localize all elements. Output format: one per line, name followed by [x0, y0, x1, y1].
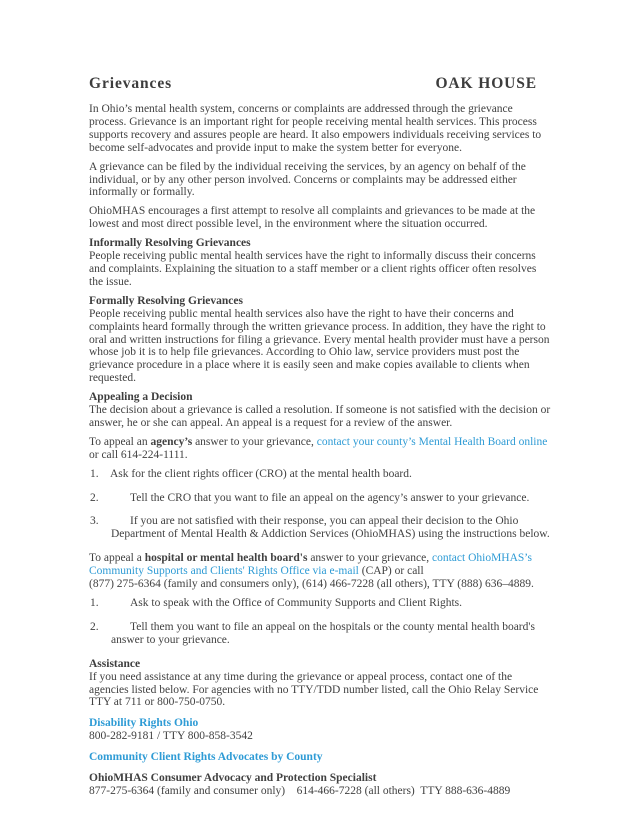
resource-consumer-advocacy-specialist — [89, 772, 551, 798]
section-formal-body: People receiving public mental health services also have the right to have their concerns and complaints heard formally through the written grievance process. In addition, they have the right to oral and written instructions for filing a grievance. Every mental health provider must have a person whose job it is to help file grievances. According to Ohio law, service providers must post the grievance procedure in a place where it is easily seen and make copies available to clients when requested. — [89, 307, 550, 385]
step-text: Ask to speak with the Office of Community Supports and Client Rights. — [130, 597, 462, 609]
section-formal — [89, 295, 551, 385]
resource-disability-rights-ohio — [89, 717, 551, 743]
agency-appeal-suffix: or call 614-224-1111. — [89, 448, 188, 461]
step-text: If you are not satisfied with their response, you can appeal their decision to the Ohio Department of Mental Health & Addiction Services (OhioMHAS) using the instructions below. — [111, 515, 550, 541]
board-appeal-mid: answer to your grievance, — [307, 552, 432, 565]
resource-dro-phone: 800-282-9181 / TTY 800-858-3542 — [89, 730, 253, 743]
page-title: Grievances — [89, 75, 173, 92]
resource-community-client-rights-advocates — [89, 751, 551, 764]
board-appeal-prefix: To appeal a — [89, 552, 145, 565]
community-client-rights-advocates-link[interactable]: Community Client Rights Advocates by County — [89, 751, 323, 764]
board-appeal-bold: hospital or mental health board's — [144, 552, 308, 565]
agency-appeal-step-2 — [89, 492, 551, 505]
agency-appeal-step-1 — [89, 468, 551, 481]
step-text: Tell the CRO that you want to file an appeal on the agency’s answer to your grievance. — [130, 491, 530, 504]
board-appeal-suffix: (CAP) or call — [358, 565, 424, 578]
section-informal-body: People receiving public mental health services have the right to informally discuss their concerns and complaints. Explaining the situation to a staff member or a client rights officer often resolves the issue. — [89, 250, 537, 288]
board-appeal-step-1 — [89, 597, 551, 610]
agency-appeal-paragraph — [89, 436, 551, 462]
section-appealing — [89, 391, 551, 430]
step-text: Ask for the client rights officer (CRO) at the mental health board. — [110, 467, 412, 480]
county-mental-health-board-link[interactable]: contact your county’s Mental Health Board online — [316, 435, 548, 448]
section-informal — [89, 237, 551, 289]
step-number: 2. — [90, 620, 99, 633]
section-appealing-heading: Appealing a Decision — [89, 391, 193, 404]
agency-appeal-mid: answer to your grievance, — [192, 435, 317, 448]
section-informal-heading: Informally Resolving Grievances — [89, 237, 251, 250]
section-assistance-body: If you need assistance at any time during the grievance or appeal process, contact one of the agencies listed below. For agencies with no TTY/TDD number listed, call the Ohio Relay Service TTY at 711 or 800-750-0750. — [89, 670, 539, 709]
document-header — [89, 75, 551, 93]
ohiomhas-email-link[interactable]: contact OhioMHAS’s Community Supports and Clients' Rights Office via e-mail — [89, 552, 532, 578]
board-appeal-step-2 — [89, 621, 551, 647]
intro-paragraph-1: In Ohio’s mental health system, concerns or complaints are addressed through the grievance process. Grievance is an important right for people receiving mental health services. This process supports recovery and assures people are heard. It also empowers individuals receiving services to become self-advocates and provide input to make the system better for everyone. — [89, 103, 542, 154]
section-appealing-body: The decision about a grievance is called a resolution. If someone is not satisfied with the decision or answer, he or she can appeal. An appeal is a request for a review of the answer. — [89, 404, 551, 429]
section-formal-heading: Formally Resolving Grievances — [89, 294, 243, 307]
agency-appeal-bold: agency’s — [150, 435, 193, 448]
agency-appeal-step-3 — [89, 515, 551, 541]
resource-caps-phone: 877-275-6364 (family and consumer only) 614-466-7228 (all others) TTY 888-636-4889 — [89, 784, 511, 797]
intro-paragraph-3: OhioMHAS encourages a first attempt to resolve all complaints and grievances to be made at the lowest and most direct possible level, in the environment where the situation occurred. — [89, 205, 536, 231]
step-text: Tell them you want to file an appeal on the hospitals or the county mental health board's answer to your grievance. — [111, 620, 535, 646]
intro-paragraph-2: A grievance can be filed by the individual receiving the services, by an agency on behalf of the individual, or by any other person involved. Concerns or complaints may be addressed either informally or formally. — [89, 160, 526, 199]
agency-appeal-prefix: To appeal an — [89, 435, 151, 448]
resource-caps-name: OhioMHAS Consumer Advocacy and Protection Specialist — [89, 772, 377, 785]
section-assistance — [89, 658, 551, 710]
board-appeal-phone-numbers: (877) 275-6364 (family and consumers only), (614) 466-7228 (all others), TTY (888) 636–4889. — [89, 578, 534, 591]
step-number: 1. — [90, 597, 99, 609]
board-appeal-paragraph — [89, 552, 551, 591]
step-number: 2. — [90, 491, 99, 504]
disability-rights-ohio-link[interactable]: Disability Rights Ohio — [89, 717, 199, 730]
step-number: 3. — [90, 515, 99, 528]
section-assistance-heading: Assistance — [89, 657, 141, 670]
facility-name: OAK HOUSE — [435, 75, 537, 92]
step-number: 1. — [90, 467, 99, 480]
